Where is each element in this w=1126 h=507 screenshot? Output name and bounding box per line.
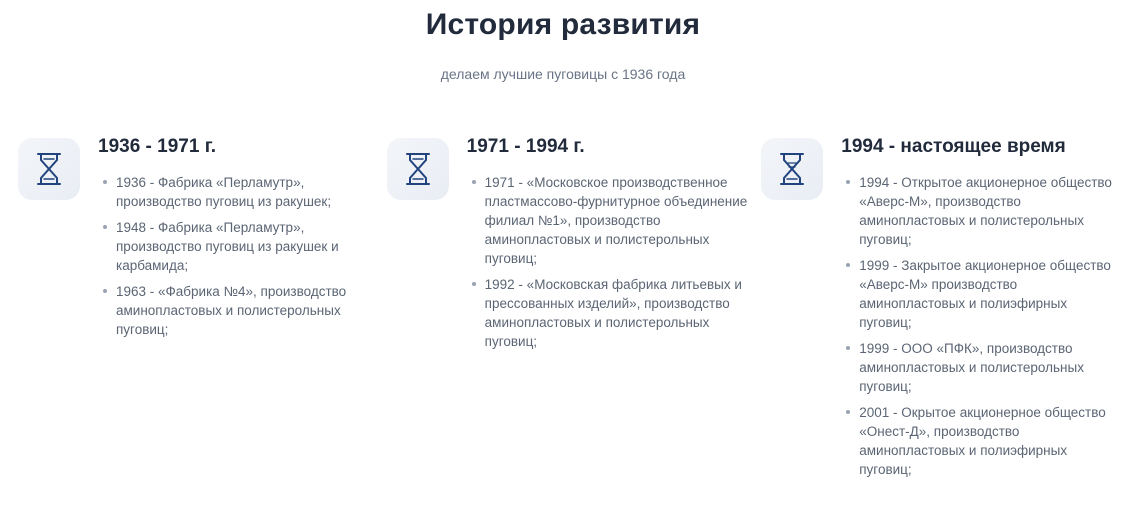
timeline-period-1-title: 1936 - 1971 г. [98, 136, 216, 157]
hourglass-flowing-icon [761, 138, 823, 200]
hourglass-icon [18, 138, 80, 200]
timeline-period-3-title: 1994 - настоящее время [841, 136, 1066, 157]
timeline-period-2-list [467, 173, 760, 351]
list-item: 1948 - Фабрика «Перламутр», производство пуговиц из ракушек и карбамида; [116, 218, 385, 275]
list-item: 2001 - Окрытое акционерное общество «Онест-Д», производство аминопластовых и полиэфирных пуговиц; [859, 403, 1116, 479]
timeline-period-1-body [80, 134, 385, 346]
timeline-period-2-body [449, 134, 760, 358]
list-item: 1999 - Закрытое акционерное общество «Аверс-М» производство аминопластовых и полиэфирных пуговиц; [859, 256, 1116, 332]
list-item: 1992 - «Московская фабрика литьевых и прессованных изделий», производство аминопластовых и полистерольных пуговиц; [485, 275, 760, 351]
timeline-period-3 [759, 134, 1116, 486]
page-header [0, 0, 1126, 82]
list-item: 1963 - «Фабрика №4», производство аминопластовых и полистерольных пуговиц; [116, 282, 385, 339]
list-item: 1936 - Фабрика «Перламутр», производство пуговиц из ракушек; [116, 173, 385, 211]
list-item: 1994 - Открытое акционерное общество «Аверс-М», производство аминопластовых и полистерольных пуговиц; [859, 173, 1116, 249]
timeline-period-3-body [823, 134, 1116, 486]
timeline-columns [0, 134, 1126, 486]
list-item: 1999 - ООО «ПФК», производство аминопластовых и полистерольных пуговиц; [859, 339, 1116, 396]
hourglass-icon [387, 138, 449, 200]
timeline-period-2 [385, 134, 760, 358]
timeline-period-3-list [841, 173, 1116, 479]
timeline-period-1 [10, 134, 385, 346]
page-title: История развития [425, 8, 701, 41]
timeline-period-1-list [98, 173, 385, 339]
list-item: 1971 - «Московское производственное пластмассово-фурнитурное объединение филиал №1», производство аминопластовых и полистерольных пуговиц; [485, 173, 760, 268]
timeline-period-2-title: 1971 - 1994 г. [466, 136, 585, 157]
page-subtitle: делаем лучшие пуговицы с 1936 года [440, 66, 686, 82]
